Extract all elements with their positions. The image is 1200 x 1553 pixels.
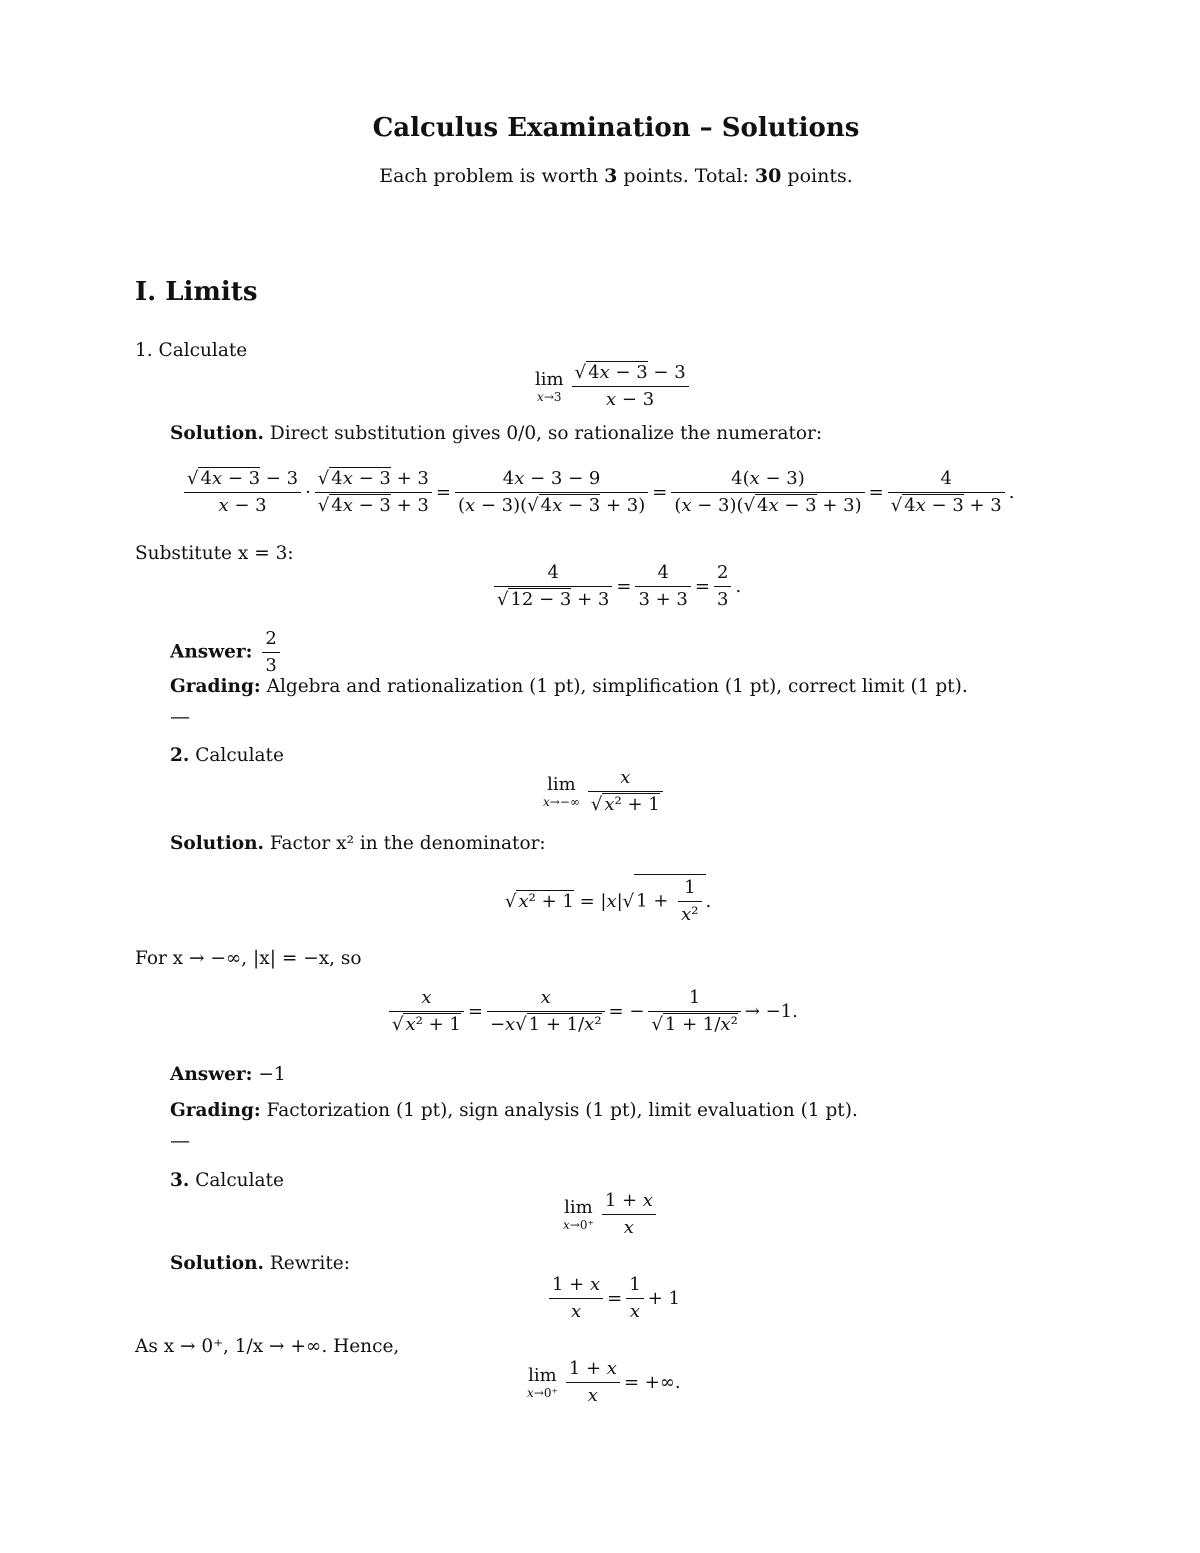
- page-subtitle: [0, 165, 1200, 187]
- problem-3-result: lim x→0⁺ 1 + x x = +∞.: [527, 1358, 681, 1406]
- answer-label: Answer:: [170, 641, 253, 663]
- problem-2-solution: [170, 833, 546, 854]
- problem-1-evaluation: 4 √ 12 − 3 + 3 = 4 3 + 3 = 2 3 .: [490, 560, 741, 613]
- calculate-label: Calculate: [158, 340, 248, 361]
- subtitle-part: points. Total:: [617, 165, 755, 187]
- problem-2-answer: [170, 1064, 286, 1085]
- problem-1-rationalization: √ 4x − 3 − 3 x − 3 · √ 4x − 3 + 3 √ 4x − 3 + 3 = 4x − 3 − 9 (x − 3)(√ 4x − 3 + 3) = 4(x − 3) (x − 3)(√ 4x − 3 + 3) = 4 √ 4x − 3 + 3 .: [180, 466, 1015, 519]
- separator: —: [170, 1128, 190, 1152]
- grading-label: Grading:: [170, 676, 261, 697]
- problem-3-heading: [170, 1170, 284, 1191]
- problem-3-solution: [170, 1253, 350, 1274]
- solution-label: Solution.: [170, 1253, 264, 1274]
- problem-3-limit: lim x→0⁺ $\frac{1 + x}{x}$: [563, 1188, 660, 1241]
- problem-1-limit: lim x→3 $\frac{√ 4x - 3 - 3}{x - 3}$: [535, 360, 693, 413]
- page-title: Calculus Examination – Solutions: [372, 113, 860, 143]
- problem-2-for-text: For x → −∞, |x| = −x, so: [135, 948, 362, 969]
- calculate-label: Calculate: [195, 1170, 284, 1191]
- problem-2-answer-value: −1: [258, 1064, 286, 1085]
- problem-1-answer: [170, 626, 284, 679]
- grading-label: Grading:: [170, 1100, 261, 1121]
- calculate-label: Calculate: [195, 745, 284, 766]
- problem-2-grading: [170, 1100, 858, 1121]
- problem-3-number: 3.: [170, 1170, 190, 1191]
- problem-3-as-text: As x → 0⁺, 1/x → +∞. Hence,: [135, 1336, 400, 1357]
- points-per-problem: 3: [604, 165, 618, 187]
- problem-2-solution-text: Factor x² in the denominator:: [269, 833, 546, 854]
- problem-2-chain: x √ x² + 1 = x −x√ 1 + 1/x² = − 1 √ 1 + 1/x² → −1.: [385, 985, 798, 1038]
- problem-1-solution-text: Direct substitution gives 0/0, so rationalize the numerator:: [269, 423, 823, 444]
- problem-2-grading-text: Factorization (1 pt), sign analysis (1 pt), limit evaluation (1 pt).: [266, 1100, 858, 1121]
- problem-2-limit: lim x→−∞ $\frac{x}{\text{√ x² + 1}}$: [543, 765, 667, 818]
- problem-2-number: 2.: [170, 745, 190, 766]
- problem-3-solution-text: Rewrite:: [269, 1253, 350, 1274]
- problem-1-number: 1.: [135, 340, 153, 361]
- problem-1-solution: [170, 423, 822, 444]
- problem-1-heading: [135, 340, 247, 361]
- problem-1-grading: [170, 676, 968, 697]
- problem-2-heading: [170, 745, 284, 766]
- problem-3-rewrite: 1 + x x = 1 x + 1: [545, 1272, 680, 1325]
- problem-1-substitute: Substitute x = 3:: [135, 543, 294, 564]
- section-title: I. Limits: [135, 277, 258, 307]
- problem-1-answer-value: $\frac{2}{3}$: [262, 626, 279, 679]
- solution-label: Solution.: [170, 833, 264, 854]
- problem-2-factor: √ x² + 1 = | x |√ 1 + $\frac{1}{\text{x²}}$ .: [505, 874, 711, 928]
- answer-label: Answer:: [170, 1064, 253, 1085]
- subtitle-part: points.: [781, 165, 853, 187]
- solution-label: Solution.: [170, 423, 264, 444]
- subtitle-part: Each problem is worth: [379, 165, 605, 187]
- problem-1-grading-text: Algebra and rationalization (1 pt), simplification (1 pt), correct limit (1 pt).: [266, 676, 968, 697]
- separator: —: [170, 704, 190, 728]
- total-points: 30: [754, 165, 782, 187]
